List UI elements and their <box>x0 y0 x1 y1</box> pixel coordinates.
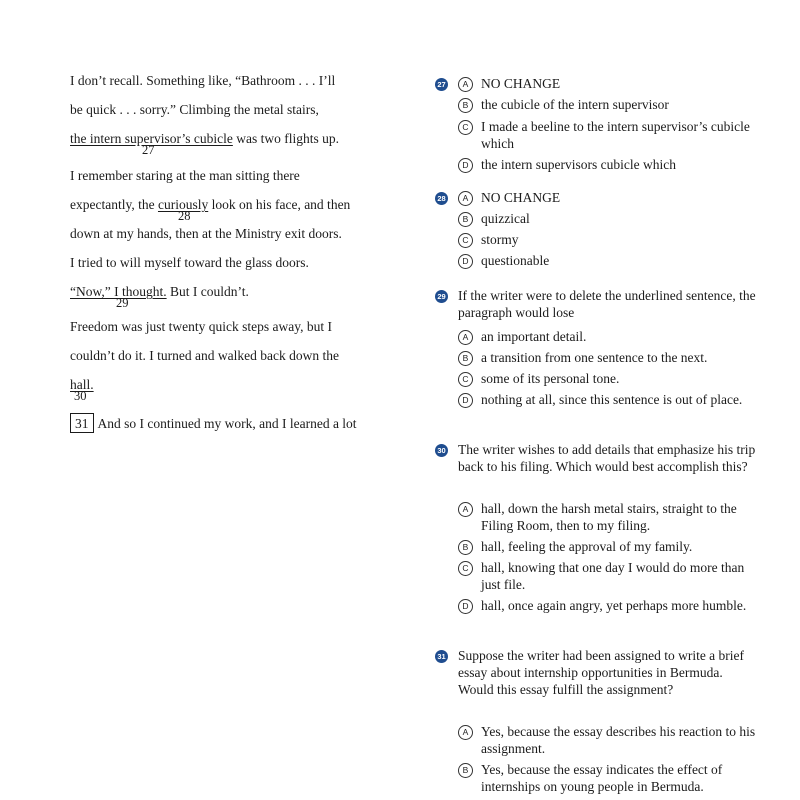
option-letter-bubble[interactable]: D <box>458 599 473 614</box>
passage-text: expectantly, the <box>70 197 155 212</box>
passage-line <box>70 130 339 157</box>
option-text: hall, feeling the approval of my family. <box>481 539 693 554</box>
underlined-text: the intern supervisor’s cubicle <box>70 131 233 146</box>
option-text: hall, knowing that one day I would do more than just file. <box>481 560 745 592</box>
passage-line: I don’t recall. Something like, “Bathroom . . . I’ll <box>70 73 336 88</box>
option-letter-bubble[interactable]: D <box>458 254 473 269</box>
passage-text: look on his face, and then <box>211 197 351 212</box>
option-letter-bubble[interactable]: B <box>458 98 473 113</box>
question-marker-28: 28 <box>177 209 191 223</box>
passage-line: couldn’t do it. I turned and walked back down the <box>70 348 339 363</box>
option-text: the cubicle of the intern supervisor <box>481 97 669 112</box>
underlined-phrase-30[interactable] <box>70 376 94 403</box>
option-text: a transition from one sentence to the next. <box>481 350 708 365</box>
passage-line <box>70 283 249 310</box>
option-text: Yes, because the essay indicates the effect of internships on young people in Bermuda. <box>481 762 723 794</box>
option-text: an important detail. <box>481 329 587 344</box>
option-text: quizzical <box>481 211 530 226</box>
underlined-text: curiously <box>157 197 209 212</box>
passage-line <box>70 376 94 403</box>
question-number-badge: 27 <box>435 78 448 91</box>
question-marker-30: 30 <box>74 389 87 403</box>
option-letter-bubble[interactable]: D <box>458 393 473 408</box>
option-letter-bubble[interactable]: A <box>458 191 473 206</box>
option-letter-bubble[interactable]: A <box>458 725 473 740</box>
passage-text: was two flights up. <box>236 131 339 146</box>
option-letter-bubble[interactable]: C <box>458 372 473 387</box>
passage-line <box>70 413 357 433</box>
option-text: hall, once again angry, yet perhaps more humble. <box>481 598 747 613</box>
passage-line: Freedom was just twenty quick steps away, but I <box>70 319 332 334</box>
option-text: I made a beeline to the intern supervisor’s cubicle which <box>481 119 750 151</box>
underlined-text: “Now,” I thought. <box>70 284 167 299</box>
option-letter-bubble[interactable]: B <box>458 212 473 227</box>
underlined-phrase-29[interactable] <box>70 283 167 310</box>
question-number-badge: 29 <box>435 290 448 303</box>
option-letter-bubble[interactable]: A <box>458 330 473 345</box>
question-stem: Suppose the writer had been assigned to write a brief essay about internship opportunities in Bermuda. Would this essay fulfill the assignment? <box>458 648 745 697</box>
question-marker-27: 27 <box>142 143 155 157</box>
option-text: Yes, because the essay describes his reaction to his assignment. <box>481 724 756 756</box>
passage-line <box>70 196 351 223</box>
question-stem: The writer wishes to add details that emphasize his trip back to his filing. Which would best accomplish this? <box>458 442 756 474</box>
passage-line: be quick . . . sorry.” Climbing the metal stairs, <box>70 102 319 117</box>
question-number-badge: 28 <box>435 192 448 205</box>
option-letter-bubble[interactable]: D <box>458 158 473 173</box>
option-letter-bubble[interactable]: C <box>458 233 473 248</box>
option-letter-bubble[interactable]: C <box>458 120 473 135</box>
question-marker-31-box[interactable]: 31 <box>70 413 94 433</box>
option-letter-bubble[interactable]: B <box>458 763 473 778</box>
passage-line: I tried to will myself toward the glass doors. <box>70 255 309 270</box>
option-text: hall, down the harsh metal stairs, straight to the Filing Room, then to my filing. <box>481 501 737 533</box>
underlined-phrase-28[interactable] <box>157 196 209 223</box>
underlined-text: hall. <box>70 377 94 392</box>
option-letter-bubble[interactable]: A <box>458 502 473 517</box>
passage-line: down at my hands, then at the Ministry exit doors. <box>70 226 342 241</box>
option-text: questionable <box>481 253 550 268</box>
option-text: NO CHANGE <box>481 76 561 91</box>
option-letter-bubble[interactable]: A <box>458 77 473 92</box>
passage-text: And so I continued my work, and I learned a lot <box>97 416 357 431</box>
question-stem: If the writer were to delete the underlined sentence, the paragraph would lose <box>458 288 756 320</box>
option-letter-bubble[interactable]: C <box>458 561 473 576</box>
underlined-phrase-27[interactable] <box>70 130 233 157</box>
option-letter-bubble[interactable]: B <box>458 351 473 366</box>
question-number-badge: 30 <box>435 444 448 457</box>
question-marker-29: 29 <box>116 296 129 310</box>
option-text: nothing at all, since this sentence is out of place. <box>481 392 743 407</box>
option-letter-bubble[interactable]: B <box>458 540 473 555</box>
option-text: some of its personal tone. <box>481 371 620 386</box>
option-text: stormy <box>481 232 519 247</box>
question-number-badge: 31 <box>435 650 448 663</box>
passage-text: But I couldn’t. <box>169 284 249 299</box>
option-text: the intern supervisors cubicle which <box>481 157 676 172</box>
passage-line: I remember staring at the man sitting there <box>70 168 300 183</box>
option-text: NO CHANGE <box>481 190 561 205</box>
